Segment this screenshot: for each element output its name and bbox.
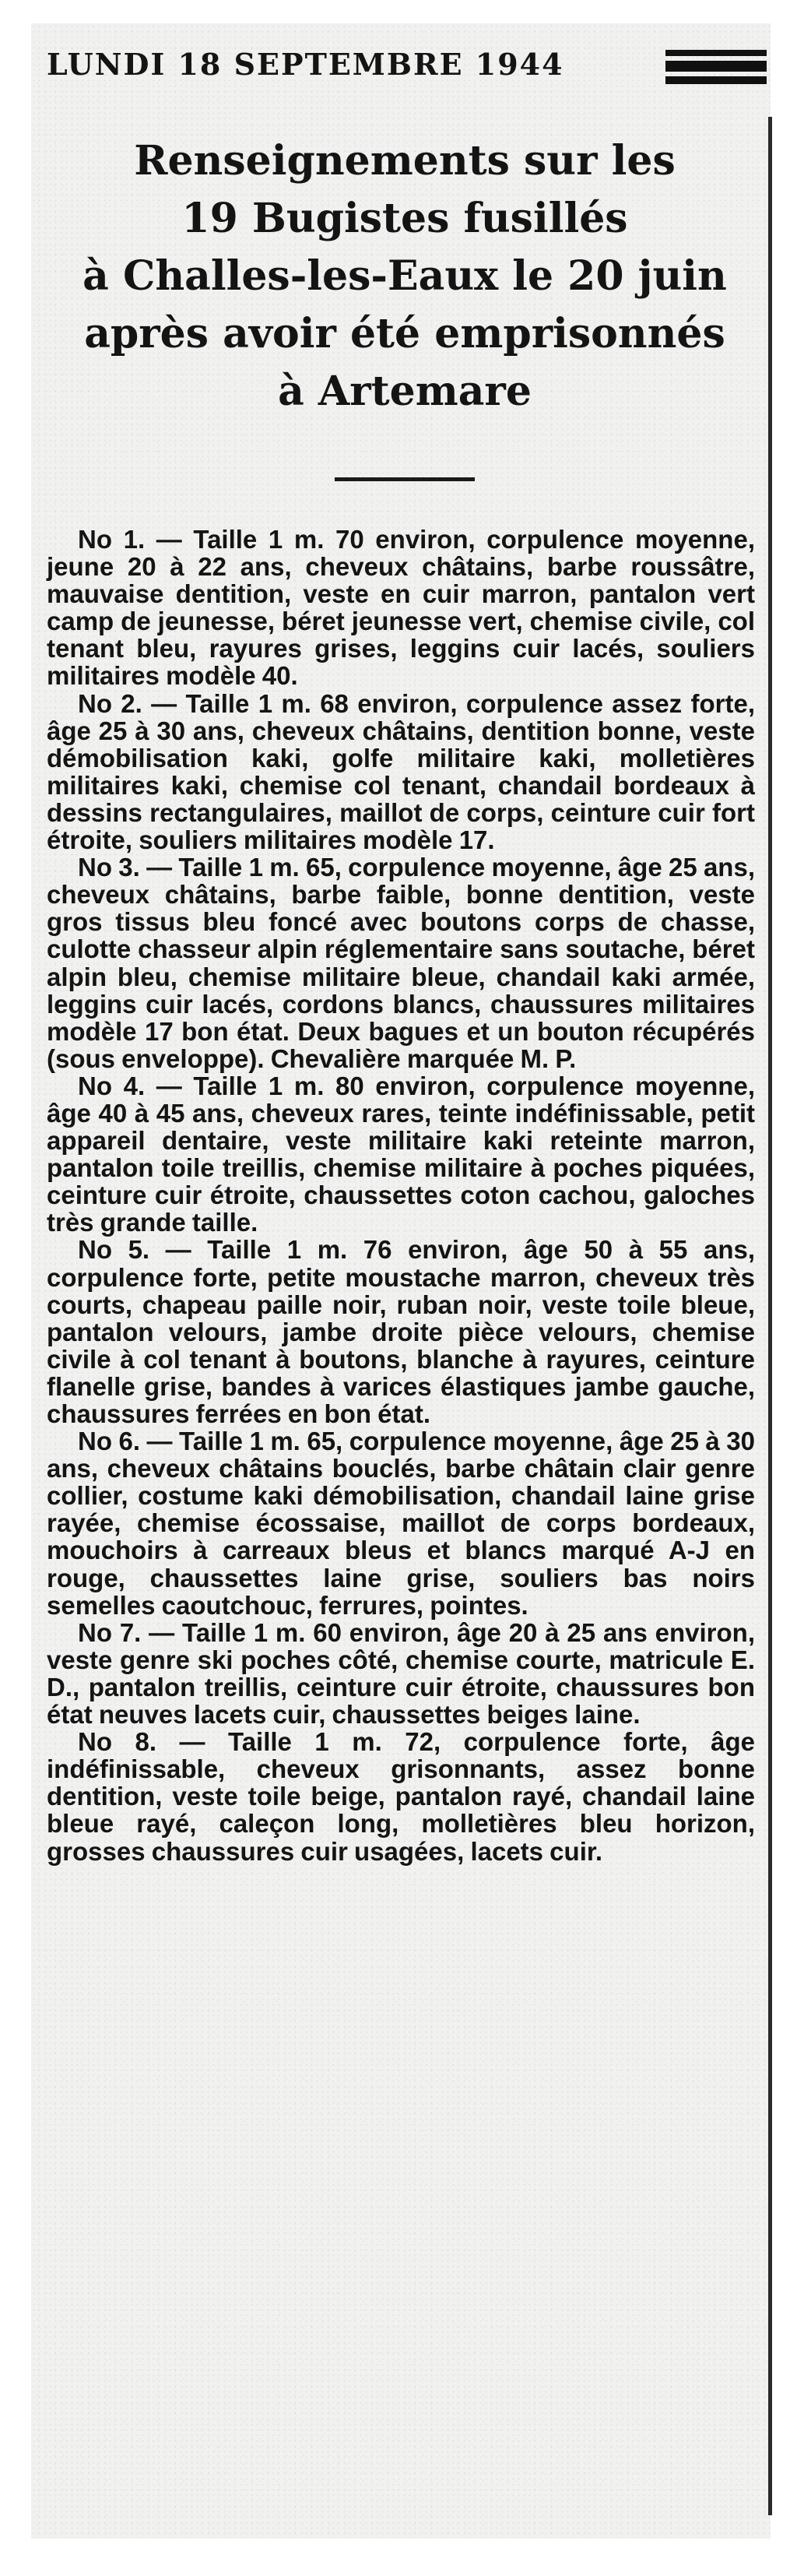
victim-entry-1: No 1. — Taille 1 m. 70 environ, corpulence moyenne, jeune 20 à 22 ans, cheveux châtains, barbe roussâtre, mauvaise dentition, veste en cuir marron, pantalon vert camp de jeunesse, béret jeunesse vert, chemise civile, col tenant bleu, rayures grises, leggins cuir lacés, souliers militaires modèle 40. — [47, 525, 755, 691]
headline-line: Renseignements sur les — [134, 137, 676, 185]
dateline: LUNDI 18 SEPTEMBRE 1944 — [47, 47, 564, 82]
victim-entry-3: No 3. — Taille 1 m. 65, corpulence moyenne, âge 25 ans, cheveux châtains, barbe faible, bonne dentition, veste gros tissus bleu foncé avec boutons corps de chasse, culotte chasseur alpin réglementaire sans soutache, béret alpin bleu, chemise militaire bleue, chandail kaki armée, leggins cuir lacés, cordons blancs, chaussures militaires modèle 17 bon état. Deux bagues et un bouton récupérés (sous enveloppe). Chevalière marquée M. P. — [47, 853, 755, 1073]
newspaper-clipping — [31, 23, 771, 2539]
victim-entry-2: No 2. — Taille 1 m. 68 environ, corpulence assez forte, âge 25 à 30 ans, cheveux châtains, dentition bonne, veste démobilisation kaki, golfe militaire kaki, molletières militaires kaki, chemise col tenant, chandail bordeaux à dessins rectangulaires, maillot de corps, ceinture cuir fort étroite, souliers militaires modèle 17. — [47, 688, 755, 855]
headline-line: 19 Bugistes fusillés — [181, 195, 628, 242]
corner-flag-mark — [665, 50, 767, 87]
headline — [47, 132, 763, 421]
article-body — [47, 526, 755, 1865]
headline-line: après avoir été emprisonnés — [84, 310, 725, 357]
column-rule — [768, 117, 772, 2515]
victim-entry-5: No 5. — Taille 1 m. 76 environ, âge 50 à 55 ans, corpulence forte, petite moustache marron, cheveux très courts, chapeau paille noir, ruban noir, veste toile bleue, pantalon velours, jambe droite pièce velours, chemise civile à col tenant à boutons, blanche à rayures, ceinture flanelle grise, bandes à varices élastiques jambe gauche, chaussures ferrées en bon état. — [47, 1235, 755, 1428]
headline-line: à Challes-les-Eaux le 20 juin — [83, 252, 727, 300]
headline-line: à Artemare — [278, 368, 532, 415]
headline-separator — [335, 477, 475, 481]
victim-entry-8: No 8. — Taille 1 m. 72, corpulence forte, âge indéfinissable, cheveux grisonnants, assez bonne dentition, veste toile beige, pantalon rayé, chandail laine bleue rayé, caleçon long, molletières bleu horizon, grosses chaussures cuir usagées, lacets cuir. — [47, 1727, 755, 1866]
victim-entry-4: No 4. — Taille 1 m. 80 environ, corpulence moyenne, âge 40 à 45 ans, cheveux rares, teinte indéfinissable, petit appareil dentaire, veste militaire kaki reteinte marron, pantalon toile treillis, chemise militaire à poches piquées, ceinture cuir étroite, chaussettes coton cachou, galoches très grande taille. — [47, 1071, 755, 1237]
victim-entry-7: No 7. — Taille 1 m. 60 environ, âge 20 à 25 ans environ, veste genre ski poches côté, chemise courte, matricule E. D., pantalon treillis, ceinture cuir étroite, chaussures bon état neuves lacets cuir, chaussettes beiges laine. — [47, 1617, 755, 1730]
victim-entry-6: No 6. — Taille 1 m. 65, corpulence moyenne, âge 25 à 30 ans, cheveux châtains bouclés, barbe châtain clair genre collier, costume kaki démobilisation, chandail laine grise rayée, chemise écossaise, maillot de corps bordeaux, mouchoirs à carreaux bleus et blancs marqué A-J en rouge, chaussettes laine grise, souliers bas noirs semelles caoutchouc, ferrures, pointes. — [47, 1427, 755, 1620]
